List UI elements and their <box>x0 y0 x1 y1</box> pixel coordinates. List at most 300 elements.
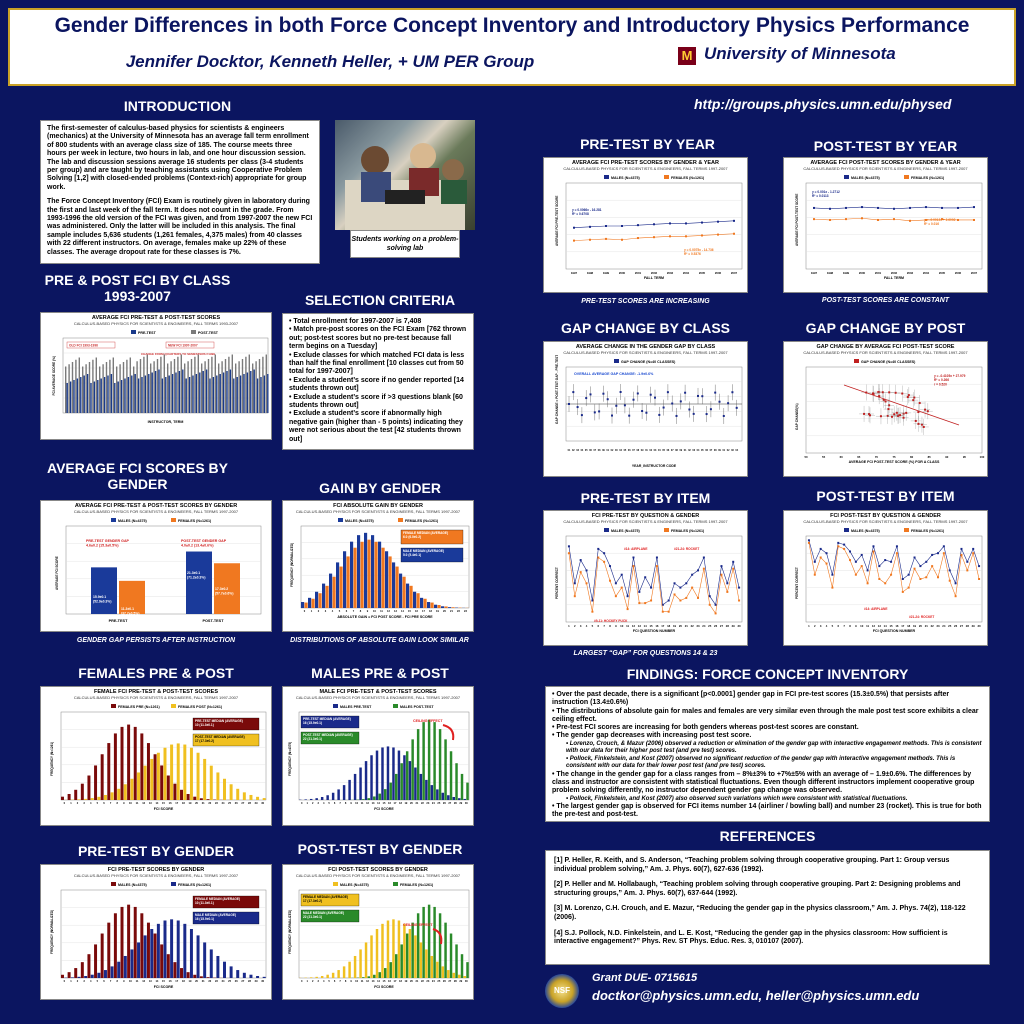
avg-gender-plot <box>41 514 272 628</box>
x-tick-label: 18 <box>181 802 185 805</box>
histogram-bar <box>348 962 350 978</box>
histogram-bar <box>392 747 394 800</box>
legend-label: MALES (N=4375) <box>851 529 880 533</box>
x-tick-label: 1 <box>70 802 72 805</box>
x-tick-label: 24 <box>221 802 225 805</box>
histogram-bar <box>130 949 133 978</box>
x-tick-label: 30 <box>261 980 265 983</box>
x-tick-label: 4 <box>322 802 325 805</box>
legend-label: FEMALES POST (N=1261) <box>178 705 223 709</box>
pre-test-bar <box>199 373 200 414</box>
histogram-bar <box>230 966 233 978</box>
pre-test-bar <box>169 376 170 414</box>
histogram-bar <box>371 535 374 608</box>
x-tick-label: 5 <box>96 980 99 983</box>
histogram-bar <box>428 905 430 978</box>
histogram-bar <box>87 776 90 800</box>
annotation-text: MALE MEDIAN (AVERAGE) <box>403 549 445 553</box>
x-tick-label: 0 <box>63 802 66 805</box>
chart-subtitle: CALCULUS-BASED PHYSICS FOR SCIENTISTS & ENGINEERS, FALL TERMS 1993-2007 <box>73 321 239 326</box>
x-tick-label: 05 <box>623 449 627 452</box>
histogram-bar <box>387 920 389 978</box>
histogram-bar <box>256 797 259 800</box>
post-test-bar <box>245 357 246 413</box>
x-tick-label: 19 <box>404 980 408 983</box>
histogram-bar <box>347 556 350 608</box>
legend-swatch <box>131 330 136 334</box>
x-tick-label: 2005 <box>938 271 946 275</box>
x-tick-label: 2007 <box>970 271 978 275</box>
x-tick-label: 2002 <box>650 271 658 275</box>
histogram-bar <box>216 772 219 800</box>
chart-gap-post <box>783 341 988 477</box>
post-test-bar <box>187 361 188 413</box>
post-test-bar <box>82 367 83 414</box>
histogram-bar <box>107 743 110 800</box>
histogram-bar <box>124 956 127 978</box>
category-label: PRE-TEST <box>108 619 128 623</box>
legend-swatch <box>904 528 909 532</box>
x-tick-label: 20 <box>678 624 682 628</box>
histogram-bar <box>439 729 441 800</box>
pre-test-bar <box>223 373 224 414</box>
x-tick-label: 11 <box>866 624 870 628</box>
pre-test-bar <box>237 377 238 413</box>
histogram-bar <box>154 934 157 978</box>
x-tick-label: 6 <box>837 624 840 628</box>
x-tick-label: 21 <box>201 802 205 805</box>
histogram-bar <box>411 923 413 978</box>
histogram-bar <box>406 934 408 978</box>
histogram-bar <box>333 577 336 608</box>
legend-swatch <box>171 704 176 708</box>
histogram-bar <box>144 935 147 978</box>
x-tick-label: 9 <box>366 610 369 613</box>
histogram-bar <box>326 795 328 800</box>
post-test-bar <box>198 355 199 414</box>
x-tick-label: 02 <box>610 449 614 452</box>
x-tick-label: 55 <box>822 455 826 459</box>
data-label: 11.3±0.1 <box>121 607 134 611</box>
histogram-bar <box>427 602 430 608</box>
histogram-bar <box>127 905 130 978</box>
post-test-bar <box>106 362 107 413</box>
series-line <box>809 543 979 596</box>
post-test-bar <box>102 364 103 413</box>
histogram-bar <box>101 934 104 978</box>
histogram-bar <box>81 784 84 800</box>
histogram-bar <box>111 966 114 978</box>
histogram-bar <box>336 562 339 608</box>
post-test-bar <box>228 357 229 413</box>
avg-gender-heading: AVERAGE FCI SCORES BY GENDER <box>47 460 228 492</box>
x-tick-label: 09 <box>602 449 605 452</box>
x-tick-label: 2 <box>76 980 79 983</box>
y-axis-label: GAP CHANGE(%) <box>795 403 799 430</box>
histogram-bar <box>134 727 137 800</box>
x-tick-label: 100 <box>979 455 985 459</box>
histogram-bar <box>197 753 200 800</box>
males-plot <box>283 700 474 822</box>
data-point <box>915 420 917 422</box>
legend-swatch <box>614 359 619 363</box>
x-tick-label: 2004 <box>682 271 690 275</box>
x-tick-label: 13 <box>371 980 375 983</box>
post-test-bar <box>150 364 151 414</box>
histogram-bar <box>187 972 190 978</box>
post-test-bar <box>126 360 127 413</box>
x-tick-label: 16 <box>168 980 172 983</box>
data-label: 15.9±0.1 <box>93 595 107 599</box>
x-tick-label: 2 <box>76 802 79 805</box>
chart-subtitle: CALCULUS-BASED PHYSICS FOR SCIENTISTS & ENGINEERS, FALL TERMS 1997-2007 <box>563 350 728 355</box>
x-tick-label: 01 <box>567 449 571 452</box>
x-tick-label: 03 <box>576 449 579 452</box>
histogram-bar <box>301 602 304 608</box>
histogram-bar <box>101 754 104 800</box>
x-tick-label: 5 <box>831 624 834 628</box>
x-tick-label: 29 <box>459 980 463 983</box>
x-tick-label: 04 <box>696 449 700 452</box>
selection-list <box>289 318 467 444</box>
legend-swatch <box>904 175 909 179</box>
pre-test-bar <box>186 379 187 414</box>
pre-test-bar <box>192 376 193 414</box>
legend-label: FEMALES (N=1261) <box>400 883 434 887</box>
pre-test-bar <box>128 377 129 413</box>
x-tick-label: 7 <box>352 610 355 613</box>
post-test-bar <box>143 357 144 413</box>
histogram-bar <box>157 924 160 978</box>
post-test-bar <box>123 362 124 413</box>
post-test-bar <box>201 364 202 414</box>
contact-emails[interactable]: doctkor@physics.umn.edu, heller@physics.umn.edu <box>592 988 920 1003</box>
annotation-text: POST-TEST MEDIAN (AVERAGE) <box>303 733 353 737</box>
histogram-bar <box>392 562 395 608</box>
histogram-bar <box>420 598 423 608</box>
gap-class-plot <box>544 355 748 473</box>
histogram-bar <box>368 540 371 608</box>
x-tick-label: 13 <box>148 980 152 983</box>
histogram-bar <box>420 774 422 800</box>
histogram-bar <box>348 780 350 800</box>
histogram-bar <box>210 949 213 978</box>
finding-item: • The gender gap decreases with increasing post test score. <box>552 732 752 740</box>
histogram-bar <box>124 784 127 800</box>
histogram-bar <box>458 975 460 978</box>
data-point <box>701 395 703 397</box>
data-point <box>671 403 673 405</box>
post-test-bar <box>119 364 120 413</box>
fit-label: r = 0.520 <box>934 382 947 387</box>
histogram-bar <box>357 535 360 608</box>
x-tick-label: 3 <box>83 802 85 805</box>
data-point <box>628 415 630 417</box>
histogram-bar <box>310 799 312 800</box>
caption-pre-increasing: PRE-TEST SCORES ARE INCREASING <box>581 298 710 305</box>
chart-title: AVERAGE FCI PRE-TEST & POST-TEST SCORES BY GENDER <box>74 503 238 509</box>
histogram-bar <box>183 745 186 800</box>
histogram-bar <box>236 970 239 978</box>
data-point <box>882 391 884 393</box>
x-tick-label: 14 <box>401 610 404 613</box>
histogram-bar <box>453 797 455 800</box>
x-tick-label: 23 <box>214 980 218 983</box>
pre-test-bar <box>254 370 255 414</box>
histogram-bar <box>114 913 117 978</box>
x-tick-label: 14 <box>377 802 380 805</box>
histogram-bar <box>97 797 100 800</box>
female-fit-label: R² = 0.5376 <box>684 252 701 257</box>
chart-post-item <box>783 510 988 646</box>
histogram-bar <box>354 548 357 608</box>
data-point <box>887 408 889 410</box>
x-tick-label: 13 <box>877 624 881 628</box>
plot-frame <box>806 367 982 453</box>
data-point <box>706 413 708 415</box>
histogram-bar <box>157 753 160 800</box>
x-tick-label: 09 <box>679 449 683 452</box>
data-point <box>680 400 682 402</box>
gain-gender-heading: GAIN BY GENDER <box>319 480 441 496</box>
histogram-bar <box>445 606 448 608</box>
histogram-bar <box>177 920 180 978</box>
data-point <box>676 415 678 417</box>
legend-swatch <box>844 528 849 532</box>
x-tick-label: 16 <box>388 980 391 983</box>
pre-test-bar <box>87 374 88 413</box>
website-link[interactable]: http://groups.physics.umn.edu/physed <box>694 96 952 112</box>
x-tick-label: 8 <box>116 980 118 983</box>
histogram-bar <box>431 956 433 978</box>
pre-test-bar <box>145 376 146 414</box>
histogram-bar <box>373 975 375 978</box>
post-test-bar <box>194 357 195 413</box>
x-tick-label: 17 <box>901 624 905 628</box>
finding-item: • Pollock, Finkelstein, and Kost (2007) observed no significant reduction of the gender gap with interactive engagement methods. This is consistent with our data for their lower post test (and pre test) scores. <box>566 755 956 770</box>
histogram-bar <box>210 766 213 800</box>
x-tick-label: 12 <box>366 980 369 983</box>
post-year-heading: POST-TEST BY YEAR <box>813 138 958 154</box>
legend-label: FEMALES (N=1261) <box>671 529 705 533</box>
fit-label: y = -0.4105x + 27.979 <box>934 374 966 378</box>
x-tick-label: 8 <box>116 802 118 805</box>
histogram-bar <box>216 956 219 978</box>
x-tick-label: 23 <box>464 610 467 613</box>
data-point <box>927 410 929 412</box>
nsf-logo: NSF <box>545 974 579 1008</box>
x-tick-label: 13 <box>394 610 397 613</box>
legend-label: MALES (N=4375) <box>611 529 640 533</box>
histogram-bar <box>384 789 386 800</box>
y-axis-label: FCI AVERAGE SCORE (%) <box>52 356 56 396</box>
x-tick-label: 20 <box>443 610 446 613</box>
finding-item: • The largest gender gap is observed for FCI items number 14 (airliner / bowling ball) and number 23 (rocket). This is true for both the pre-test and post-test. <box>552 803 982 819</box>
x-tick-label: 10 <box>373 610 376 613</box>
histogram-bar <box>389 783 391 800</box>
histogram-bar <box>461 774 463 800</box>
histogram-bar <box>203 942 206 978</box>
x-tick-label: 30 <box>977 624 981 628</box>
pre-test-bar <box>124 379 125 414</box>
x-tick-label: 15 <box>162 802 165 805</box>
x-tick-label: 11 <box>380 610 383 613</box>
pre-test-bar <box>97 380 98 413</box>
histogram-bar <box>97 973 100 978</box>
legend-label: FEMALES (N=1261) <box>178 883 212 887</box>
x-tick-label: 22 <box>457 610 460 613</box>
pre-gap-label: 4.6±0.2 (15.3±0.5%) <box>86 543 119 548</box>
legend-label: MALES (N=4375) <box>611 176 640 180</box>
x-tick-label: 14 <box>377 980 380 983</box>
x-tick-label: 2004 <box>922 271 930 275</box>
x-tick-label: 05 <box>700 449 704 452</box>
x-tick-label: 02 <box>726 449 730 452</box>
x-tick-label: 18 <box>667 624 671 628</box>
x-tick-label: 20 <box>195 802 199 805</box>
chart-avg-gender <box>40 500 272 632</box>
ceiling-effect-label: CEILING EFFECT <box>403 923 433 927</box>
x-tick-label: 9 <box>123 802 125 805</box>
legend-swatch <box>333 882 338 886</box>
x-tick-label: 4 <box>825 624 828 628</box>
x-tick-label: 1997 <box>810 271 818 275</box>
post-gender-plot <box>283 878 474 996</box>
legend-label: MALES (N=4375) <box>118 883 147 887</box>
x-tick-label: 18 <box>907 624 911 628</box>
pre-year-plot <box>544 171 748 289</box>
data-point <box>919 402 921 404</box>
x-tick-label: 30 <box>737 624 741 628</box>
histogram-bar <box>81 962 84 978</box>
x-tick-label: 08 <box>597 449 601 452</box>
x-tick-label: 26 <box>234 980 238 983</box>
x-tick-label: 70 <box>874 455 878 459</box>
male-fit-label: y = 0.001x - 1.2712 <box>812 190 840 194</box>
annotation-text: PRE-TEST MEDIAN (AVERAGE) <box>195 719 243 723</box>
x-tick-label: 25 <box>228 802 232 805</box>
finding-item: • The distributions of absolute gain for males and females are very similar even through the male post test score exhibits a clear ceiling effect. <box>552 707 979 723</box>
histogram-bar <box>107 923 110 978</box>
histogram-bar <box>256 976 259 978</box>
histogram-bar <box>197 935 200 978</box>
y-axis-label: AVERAGE FCI PRE-TEST SCORE <box>555 195 559 246</box>
references-list <box>554 857 981 947</box>
histogram-bar <box>425 949 427 978</box>
histogram-bar <box>343 966 345 978</box>
x-tick-label: 65 <box>857 455 861 459</box>
legend-swatch <box>171 882 176 886</box>
legend-swatch <box>398 518 403 522</box>
post-test-bar <box>184 364 185 414</box>
histogram-bar <box>104 970 107 978</box>
legend-label: MALES POST-TEST <box>400 705 434 709</box>
chart-gain-gender <box>282 500 474 632</box>
x-tick-label: 3 <box>317 980 319 983</box>
reference-item: [4] S.J. Pollock, N.D. Finkelstein, and L. E. Kost, “Reducing the gender gap in the physics classroom: How sufficient is interactive engagement?” Phys. Rev. ST Phys. Educ. Res. 3, 010107 (2007). <box>554 929 948 946</box>
x-tick-label: 18 <box>399 980 402 983</box>
data-point <box>863 413 865 415</box>
x-tick-label: 4 <box>322 980 325 983</box>
x-tick-label: 29 <box>254 802 258 805</box>
pre-test-bar <box>101 379 102 414</box>
x-tick-label: 21 <box>415 802 419 805</box>
post-test-bar <box>109 360 110 413</box>
legend-swatch <box>111 882 116 886</box>
pre-gender-plot <box>41 878 272 996</box>
pre-test-bar <box>94 382 95 414</box>
x-tick-label: 27 <box>719 624 724 628</box>
histogram-bar <box>381 747 383 800</box>
data-point <box>923 426 925 428</box>
histogram-bar <box>127 725 130 800</box>
data-point <box>891 416 893 418</box>
histogram-bar <box>173 784 176 800</box>
histogram-bar <box>74 968 77 978</box>
chart-title: AVERAGE FCI PRE-TEST SCORES BY GENDER & YEAR <box>572 160 719 166</box>
reference-item: [1] P. Heller, R. Keith, and S. Anderson, “Teaching problem solving through cooperative grouping. Part 1: Group versus individual problem solving,” Am. J. Phys. 60(7), 627-636 (1992). <box>554 857 950 873</box>
x-tick-label: 15 <box>889 624 893 628</box>
x-tick-label: 23 <box>426 980 430 983</box>
post-test-bar <box>266 355 267 414</box>
legend-swatch <box>854 359 859 363</box>
pre-item-plot <box>544 524 748 642</box>
histogram-bar <box>243 792 246 800</box>
post-gender-heading: POST-TEST BY GENDER <box>297 841 463 857</box>
legend-label: MALES (N=4375) <box>118 519 147 523</box>
chart-subtitle: CALCULUS-BASED PHYSICS FOR SCIENTISTS & ENGINEERS, FALL TERMS 1997-2007 <box>563 519 728 524</box>
pre-test-bar <box>220 374 221 413</box>
x-tick-label: 13 <box>148 802 152 805</box>
x-tick-label: 12 <box>387 610 390 613</box>
finding-item: • Pre-test FCI scores are increasing for both genders whereas post-test scores are constant. <box>552 724 859 732</box>
x-tick-label: 2002 <box>890 271 898 275</box>
legend-swatch <box>664 175 669 179</box>
pre-test-bar <box>148 374 149 413</box>
data-point <box>615 405 617 407</box>
x-tick-label: 06 <box>589 449 592 452</box>
x-tick-label: 21 <box>450 610 453 613</box>
x-tick-label: 21 <box>415 980 419 983</box>
male-bar <box>186 552 212 614</box>
histogram-bar <box>444 739 446 800</box>
legend-label: MALES (N=4375) <box>851 176 880 180</box>
histogram-bar <box>359 768 361 800</box>
x-tick-label: 1 <box>70 980 72 983</box>
pre-test-bar <box>179 371 180 413</box>
selection-criteria-box <box>282 313 474 450</box>
histogram-bar <box>94 944 97 978</box>
x-tick-label: 02 <box>649 449 653 452</box>
data-point <box>736 407 738 409</box>
chart-pre-item <box>543 510 748 646</box>
legend-label: PRE-TEST <box>138 331 156 335</box>
x-tick-label: 22 <box>420 802 424 805</box>
data-point <box>650 394 652 396</box>
post-test-bar <box>208 359 209 413</box>
x-tick-label: 29 <box>971 624 975 628</box>
females-plot <box>41 700 272 822</box>
x-tick-label: 25 <box>708 624 712 628</box>
x-tick-label: 1 <box>310 610 313 613</box>
x-tick-label: 21 <box>924 624 928 628</box>
data-point <box>885 400 887 402</box>
chart-title: FCI ABSOLUTE GAIN BY GENDER <box>333 503 423 509</box>
y-axis-label: FREQUENCY (N=4375) <box>288 741 292 776</box>
data-point <box>585 397 587 399</box>
chart-pre-year <box>543 157 748 293</box>
histogram-bar <box>160 944 163 978</box>
